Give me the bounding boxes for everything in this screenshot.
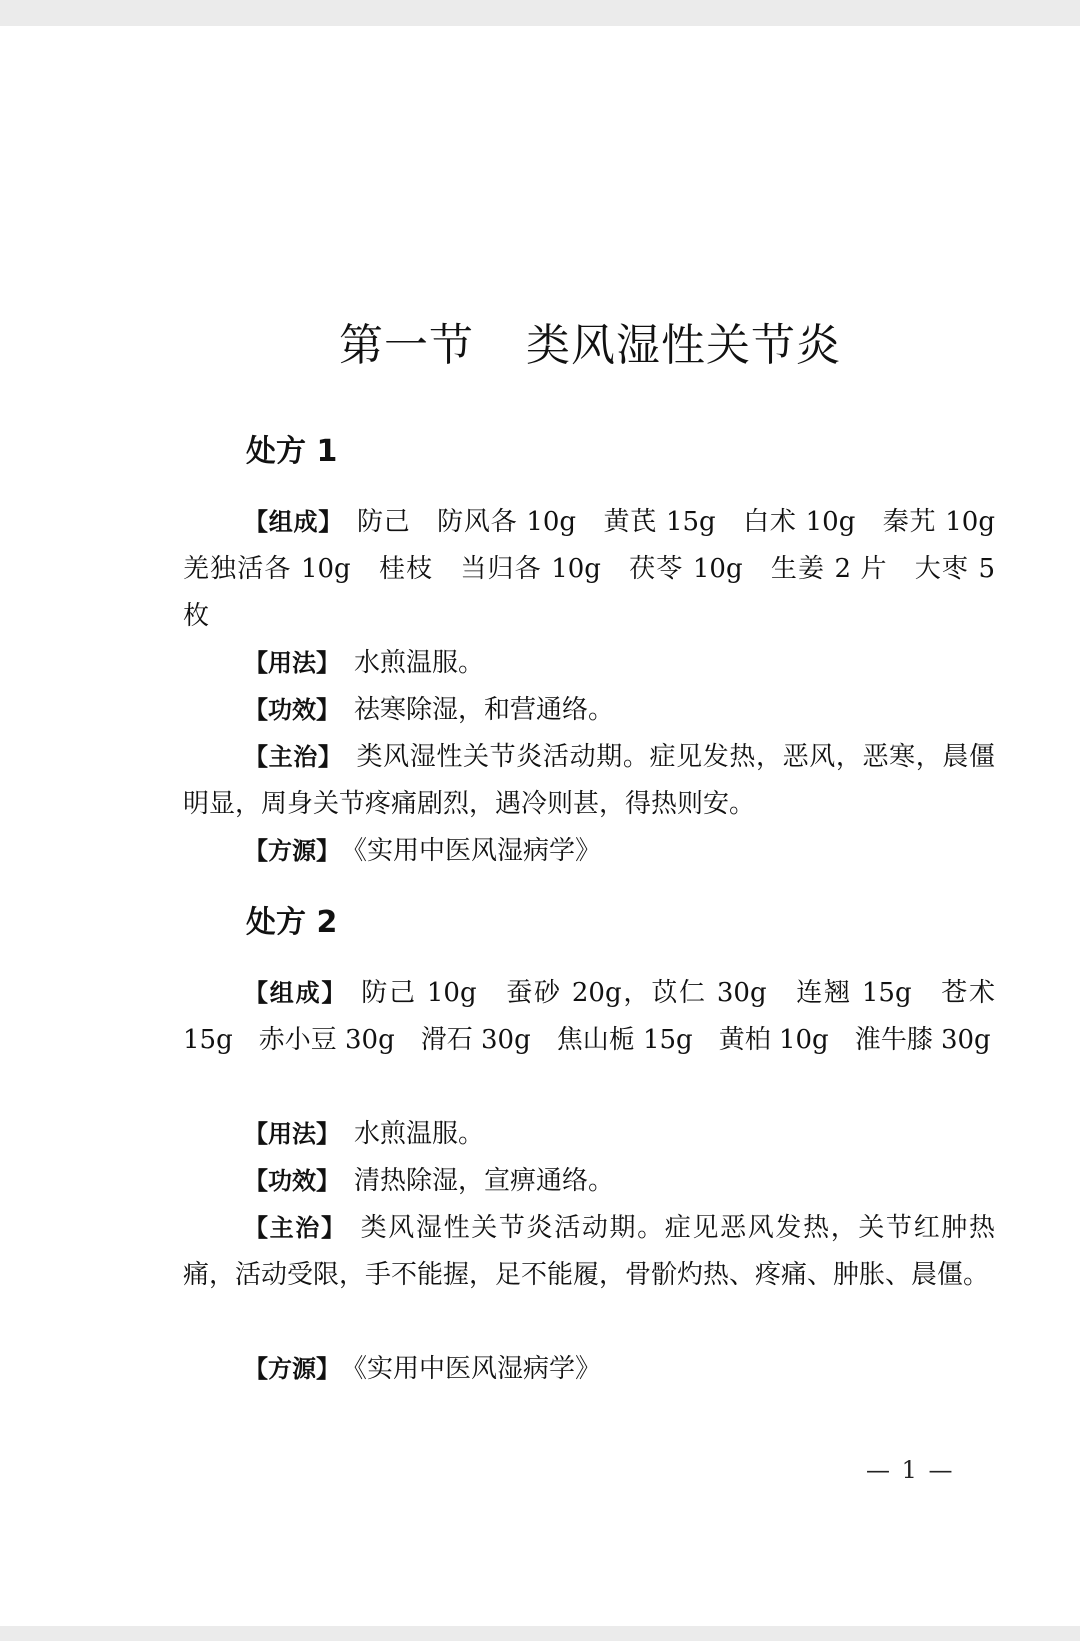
prescription-1-source [183, 828, 995, 875]
efficacy-label: 【功效】 [244, 1167, 340, 1195]
prescription-2-composition [183, 970, 995, 1064]
prescription-1-heading: 处方 1 [246, 434, 338, 469]
page-number: — 1 — [866, 1456, 955, 1484]
efficacy-text: 清热除湿，宣痹通络。 [354, 1166, 615, 1196]
prescription-2-source [183, 1346, 995, 1393]
composition-label: 【组成】 [244, 979, 348, 1007]
indication-text: 类风湿性关节炎活动期。症见发热，恶风，恶寒，晨僵明显，周身关节疼痛剧烈，遇冷则甚，得热则安。 [183, 742, 996, 819]
usage-text: 水煎温服。 [354, 1119, 485, 1149]
usage-label: 【用法】 [244, 1120, 340, 1148]
prescription-2-heading: 处方 2 [246, 905, 338, 940]
usage-label: 【用法】 [244, 649, 340, 677]
source-text: 《实用中医风湿病学》 [354, 1354, 602, 1384]
composition-text: 防己 防风各 10g 黄芪 15g 白术 10g 秦艽 10g 羌独活各 10g 桂枝 当归各 10g 茯苓 10g 生姜 2 片 大枣 5 枚 [183, 507, 1022, 631]
composition-text: 防己 10g 蚕砂 20g，苡仁 30g 连翘 15g 苍术 15g 赤小豆 30g 滑石 30g 焦山栀 15g 黄柏 10g 淮牛膝 30g [183, 978, 995, 1055]
source-label: 【方源】 [244, 837, 340, 865]
indication-text: 类风湿性关节炎活动期。症见恶风发热，关节红肿热痛，活动受限，手不能握，足不能履，骨骱灼热、疼痛、肿胀、晨僵。 [183, 1213, 995, 1290]
efficacy-label: 【功效】 [244, 696, 340, 724]
prescription-1-efficacy [183, 687, 995, 734]
section-number: 第一节 [339, 320, 474, 371]
prescription-1-indication [183, 734, 995, 828]
source-text: 《实用中医风湿病学》 [354, 836, 602, 866]
prescription-2-efficacy [183, 1158, 995, 1205]
prescription-2-indication [183, 1205, 995, 1299]
indication-label: 【主治】 [244, 1214, 347, 1242]
document-page [0, 26, 1080, 1626]
section-name: 类风湿性关节炎 [526, 320, 841, 371]
composition-label: 【组成】 [244, 508, 343, 536]
prescription-1-usage [183, 640, 995, 687]
indication-label: 【主治】 [244, 743, 343, 771]
section-title [0, 318, 1080, 374]
prescription-1-composition [183, 499, 1022, 640]
efficacy-text: 祛寒除湿，和营通络。 [354, 695, 615, 725]
prescription-2-usage [183, 1111, 995, 1158]
source-label: 【方源】 [244, 1355, 340, 1383]
usage-text: 水煎温服。 [354, 648, 485, 678]
